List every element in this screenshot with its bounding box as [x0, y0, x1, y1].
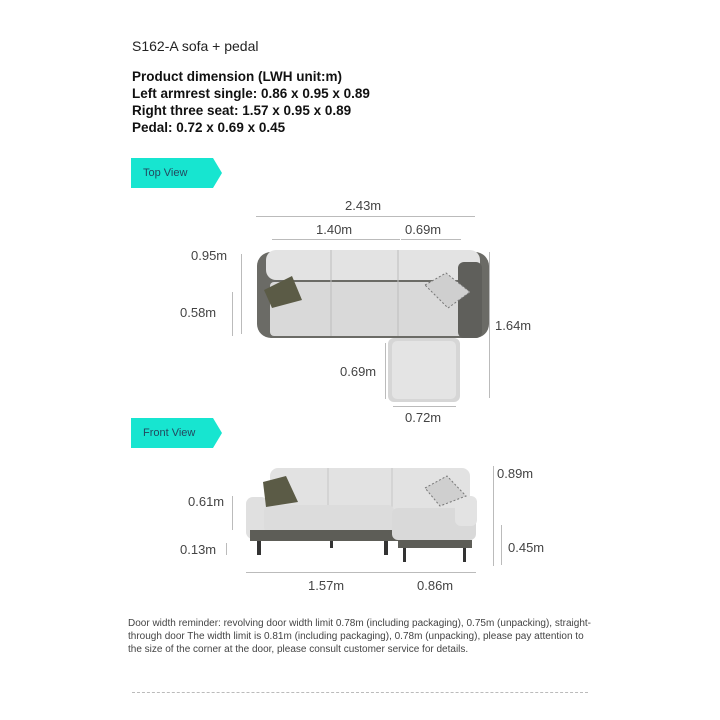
- spec-pedal: Pedal: 0.72 x 0.69 x 0.45: [132, 120, 286, 135]
- top-seat-width-line: [272, 239, 400, 240]
- top-total-depth-line: [489, 252, 490, 398]
- front-leg-height-label: 0.13m: [180, 542, 217, 557]
- top-depth-line: [241, 254, 242, 334]
- spec-left-armrest: Left armrest single: 0.86 x 0.95 x 0.89: [132, 86, 370, 101]
- top-total-width-line: [256, 216, 475, 217]
- spec-heading: Product dimension (LWH unit:m): [132, 69, 342, 84]
- front-right-width-label: 0.86m: [417, 578, 454, 593]
- top-depth-label: 0.95m: [191, 248, 228, 263]
- top-total-depth-label: 1.64m: [495, 318, 532, 333]
- pedal-depth-label: 0.69m: [340, 364, 377, 379]
- front-width-line: [246, 572, 476, 573]
- dotted-divider: [132, 692, 588, 693]
- front-leg-height-line: [226, 543, 227, 555]
- top-total-width-label: 2.43m: [345, 198, 382, 213]
- pedal-width-line: [393, 406, 456, 407]
- front-view-tag: Front View: [131, 418, 213, 448]
- product-title: S162-A sofa + pedal: [132, 38, 259, 54]
- front-pedal-height-line: [501, 525, 502, 565]
- top-seat-depth-label: 0.58m: [180, 305, 217, 320]
- top-seat-depth-line: [232, 292, 233, 336]
- top-view-tag: Top View: [131, 158, 213, 188]
- top-view-sofa: [257, 250, 489, 402]
- front-total-height-line: [493, 466, 494, 566]
- top-right-seat-width-line: [401, 239, 461, 240]
- front-pedal-height-label: 0.45m: [508, 540, 545, 555]
- door-width-note: Door width reminder: revolving door width limit 0.78m (including packaging), 0.75m (unpacking), straight-through door The width limit is 0.81m (including packaging), 0.78m (unpacking), please pay attention to the size of the corner at the door, please consult customer service for details.: [128, 618, 591, 655]
- front-total-height-label: 0.89m: [497, 466, 534, 481]
- front-seat-height-line: [232, 496, 233, 530]
- front-view-sofa: [246, 468, 477, 562]
- spec-right-three-seat: Right three seat: 1.57 x 0.95 x 0.89: [132, 103, 352, 118]
- top-seat-width-label: 1.40m: [316, 222, 353, 237]
- top-right-seat-width-label: 0.69m: [405, 222, 442, 237]
- front-seat-height-label: 0.61m: [188, 494, 225, 509]
- pedal-depth-line: [385, 343, 386, 399]
- front-left-width-label: 1.57m: [308, 578, 345, 593]
- pedal-width-label: 0.72m: [405, 410, 442, 425]
